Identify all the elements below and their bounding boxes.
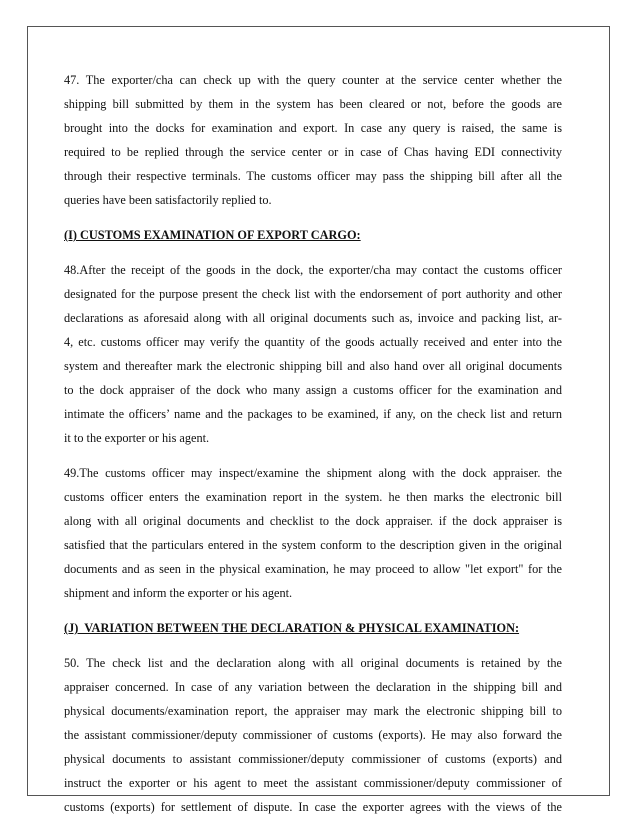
text-line: appraiser concerned. In case of any variation between the declaration in the shipping bill and (64, 680, 562, 694)
text-line: shipping bill submitted by them in the system has been cleared or not, before the goods are (64, 97, 562, 111)
text-line: brought into the docks for examination and export. In case any query is raised, the same is (64, 121, 562, 135)
paragraph-50 (64, 651, 562, 819)
text-line: customs (exports) for settlement of dispute. In case the exporter agrees with the views of the (64, 800, 562, 814)
text-line: 50. The check list and the declaration along with all original documents is retained by the (64, 656, 562, 670)
text-line: shipment and inform the exporter or his agent. (64, 586, 293, 600)
text-line: 49.The customs officer may inspect/examine the shipment along with the dock appraiser. the (64, 466, 562, 480)
text-line: physical documents to assistant commissioner/deputy commissioner of customs (exports) and (64, 752, 562, 766)
text-line: declarations as aforesaid along with all original documents such as, invoice and packing list, ar- (64, 311, 562, 325)
paragraph-47 (64, 68, 562, 212)
text-line: physical documents/examination report, the appraiser may mark the electronic shipping bill to (64, 704, 562, 718)
text-line: 4, etc. customs officer may verify the quantity of the goods actually received and enter into the (64, 335, 562, 349)
text-line: to the dock appraiser of the dock who many assign a customs officer for the examination and (64, 383, 562, 397)
text-line: 48.After the receipt of the goods in the dock, the exporter/cha may contact the customs officer (64, 263, 562, 277)
text-line: it to the exporter or his agent. (64, 431, 210, 445)
section-heading-j: (J) VARIATION BETWEEN THE DECLARATION & PHYSICAL EXAMINATION: (64, 621, 520, 635)
text-line: required to be replied through the service center or in case of Chas having EDI connectivity (64, 145, 562, 159)
text-line: instruct the exporter or his agent to meet the assistant commissioner/deputy commissioner of (64, 776, 562, 790)
paragraph-48 (64, 258, 562, 450)
text-line: customs officer enters the examination report in the system. he then marks the electronic bill (64, 490, 562, 504)
text-line: intimate the officers’ name and the packages to be examined, if any, on the check list and return (64, 407, 562, 421)
text-line: satisfied that the particulars entered in the system conform to the description given in the original (64, 538, 562, 552)
document-body (64, 68, 562, 819)
section-heading-i: (I) CUSTOMS EXAMINATION OF EXPORT CARGO: (64, 228, 361, 242)
text-line: along with all original documents and checklist to the dock appraiser. if the dock appraiser is (64, 514, 562, 528)
text-line: system and thereafter mark the electronic shipping bill and also hand over all original documents (64, 359, 562, 373)
text-line: the assistant commissioner/deputy commissioner of customs (exports). He may also forward the (64, 728, 562, 742)
paragraph-49 (64, 461, 562, 605)
text-line: designated for the purpose present the check list with the endorsement of port authority and other (64, 287, 562, 301)
text-line: documents and as seen in the physical examination, he may proceed to allow "let export" for the (64, 562, 562, 576)
text-line: queries have been satisfactorily replied to. (64, 193, 272, 207)
text-line: 47. The exporter/cha can check up with the query counter at the service center whether the (64, 73, 562, 87)
text-line: through their respective terminals. The customs officer may pass the shipping bill after all the (64, 169, 562, 183)
